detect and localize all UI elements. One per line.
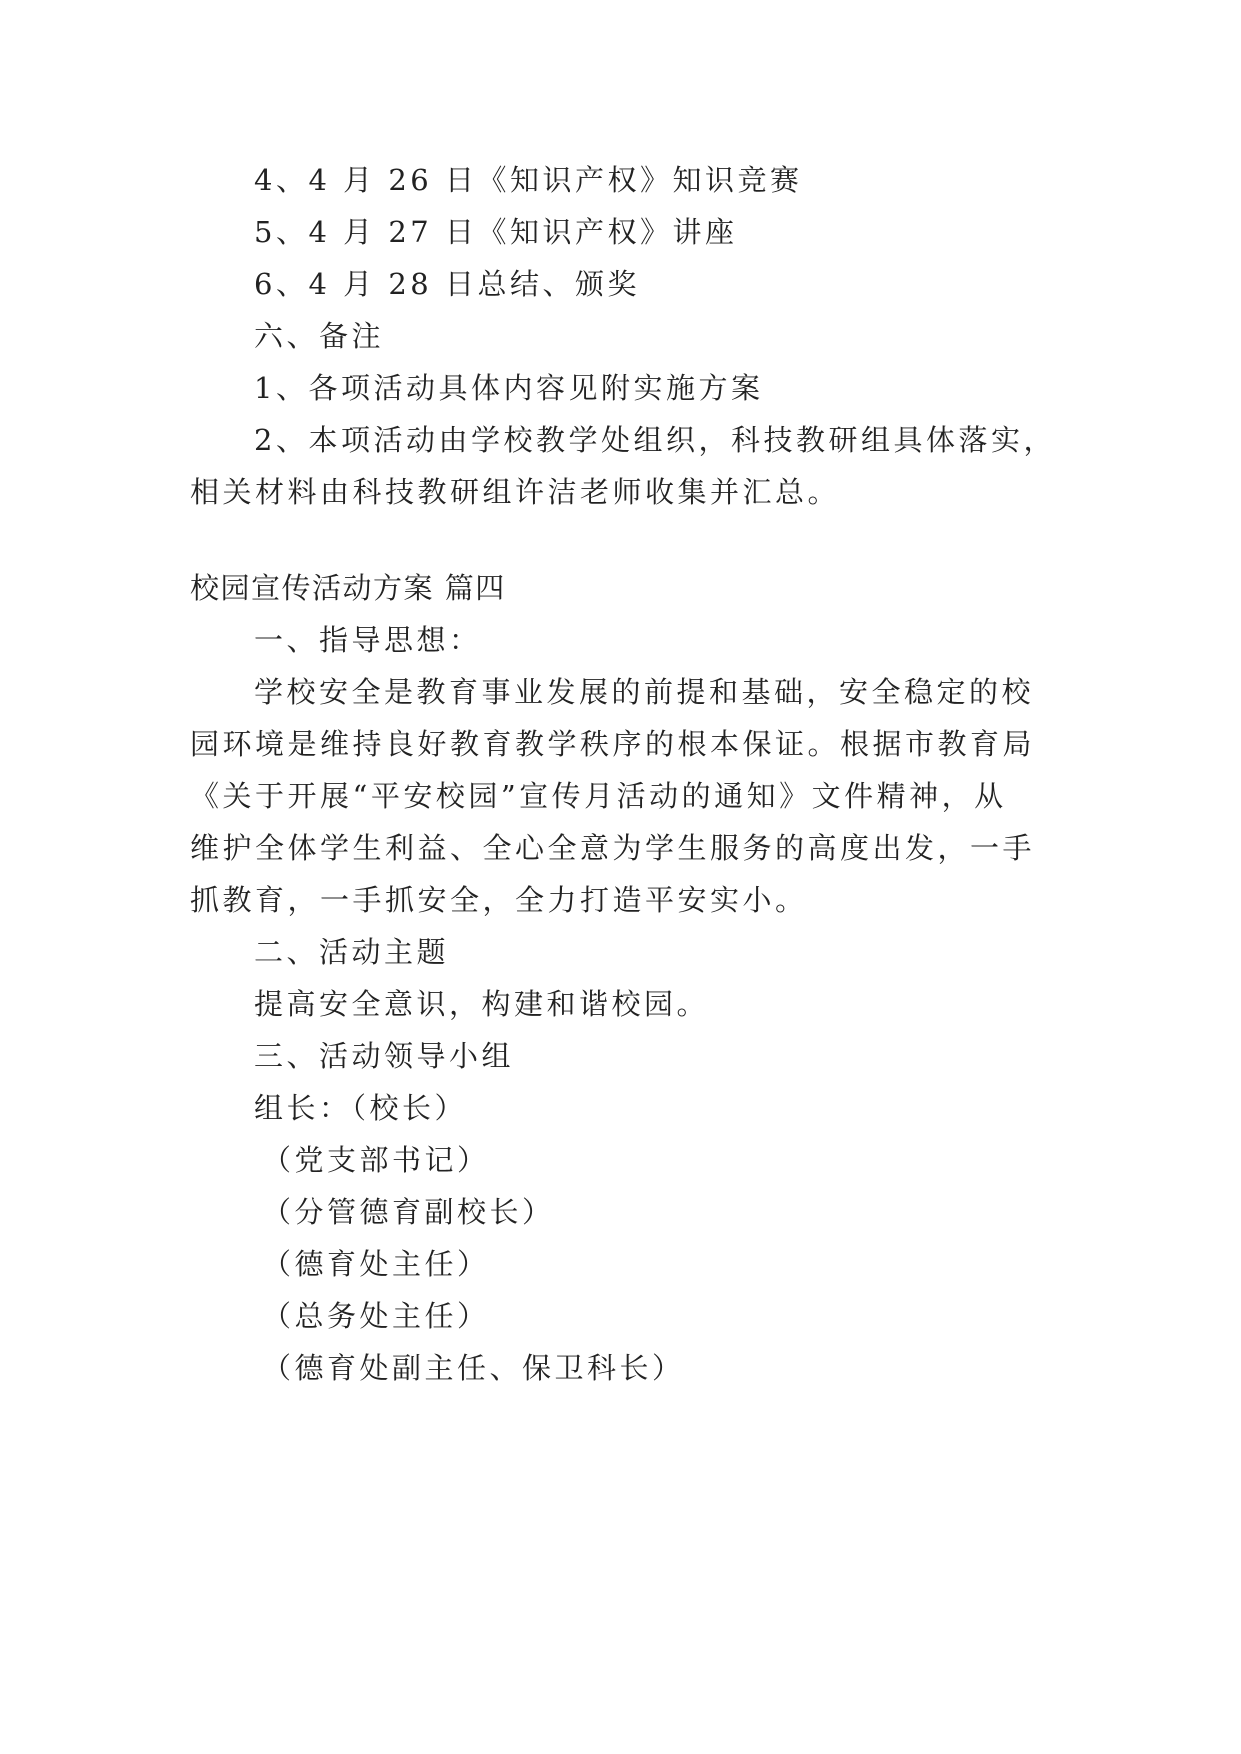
member-line-3: （德育处主任）: [262, 1247, 490, 1281]
schedule-item-5: 5、4 月 27 日《知识产权》讲座: [254, 215, 738, 249]
guiding-paragraph-line-1: 学校安全是教育事业发展的前提和基础，安全稳定的校: [254, 675, 1035, 709]
member-line-2: （分管德育副校长）: [262, 1195, 555, 1229]
leadership-heading: 三、活动领导小组: [254, 1039, 515, 1073]
member-line-5: （德育处副主任、保卫科长）: [262, 1351, 685, 1385]
remarks-heading: 六、备注: [254, 319, 385, 353]
theme-text: 提高安全意识，构建和谐校园。: [254, 987, 710, 1021]
section-title: 校园宣传活动方案 篇四: [190, 571, 506, 605]
leader-line: 组长：（校长）: [254, 1091, 468, 1125]
remark-item-2-line-1: 2、本项活动由学校教学处组织，科技教研组具体落实，: [254, 423, 1056, 457]
guiding-paragraph-line-2: 园环境是维持良好教育教学秩序的根本保证。根据市教育局: [190, 727, 1036, 761]
member-line-4: （总务处主任）: [262, 1299, 490, 1333]
remark-item-2-line-2: 相关材料由科技教研组许洁老师收集并汇总。: [190, 475, 841, 509]
schedule-item-6: 6、4 月 28 日总结、颁奖: [254, 267, 640, 301]
guiding-paragraph-line-5: 抓教育，一手抓安全，全力打造平安实小。: [190, 883, 808, 917]
guiding-paragraph-line-3: 《关于开展“平安校园”宣传月活动的通知》文件精神，从: [190, 779, 1007, 813]
guiding-heading: 一、指导思想：: [254, 623, 482, 657]
guiding-paragraph-line-4: 维护全体学生利益、全心全意为学生服务的高度出发，一手: [190, 831, 1036, 865]
schedule-item-4: 4、4 月 26 日《知识产权》知识竞赛: [254, 163, 803, 197]
remark-item-1: 1、各项活动具体内容见附实施方案: [254, 371, 764, 405]
theme-heading: 二、活动主题: [254, 935, 450, 969]
member-line-1: （党支部书记）: [262, 1143, 490, 1177]
